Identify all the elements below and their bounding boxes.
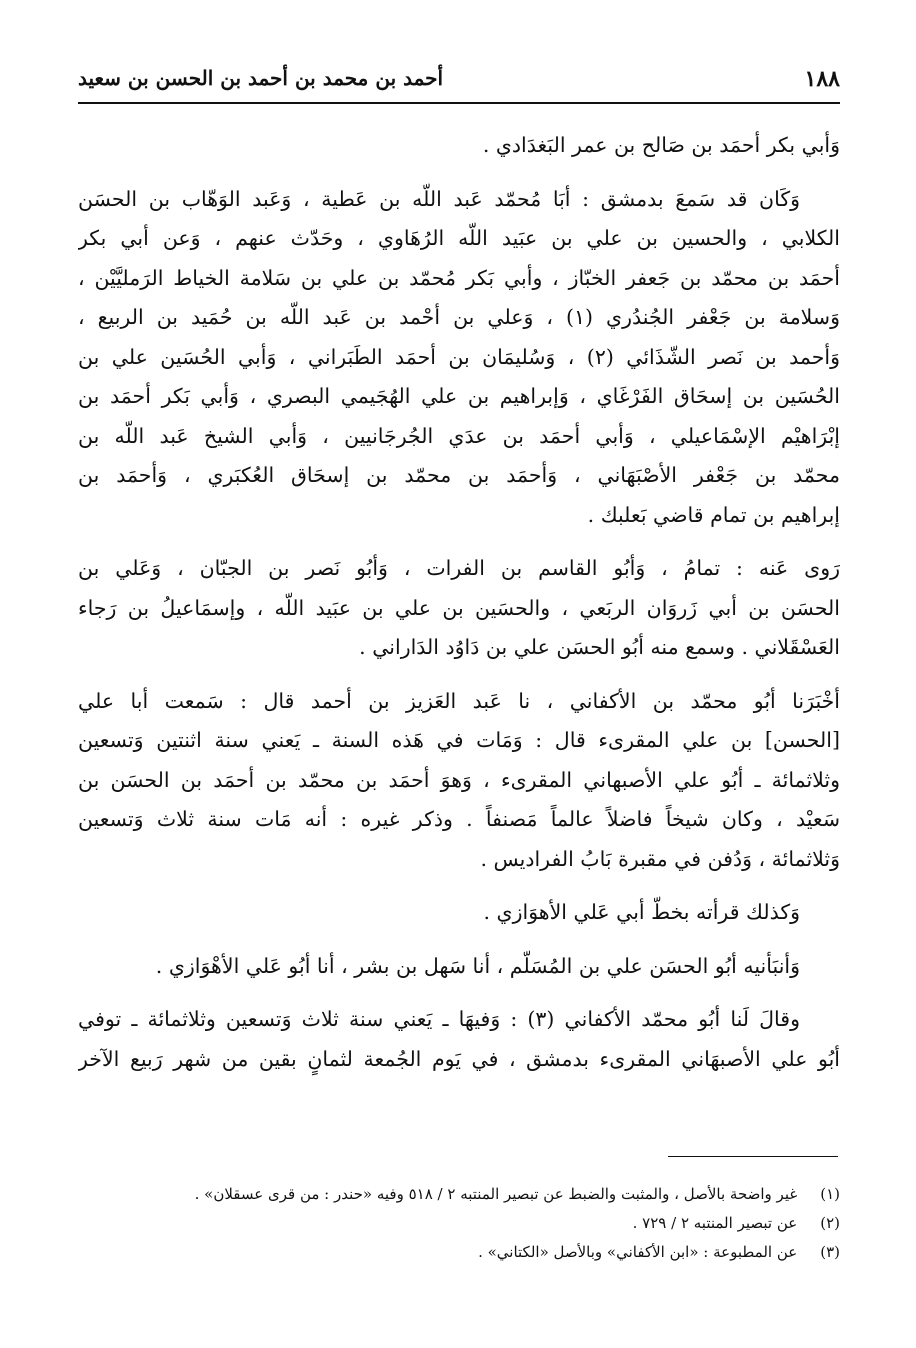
paragraph	[78, 1000, 840, 1079]
text-line: أحمَد بن محمّد بن جَعفر الخبّاز ، وأبي بَكر مُحمّد بن علي بن سَلامة الخياط الرَمليَّيْن ،	[78, 265, 840, 290]
footnote	[78, 1180, 840, 1209]
paragraph	[78, 947, 840, 987]
text-line: وَسلامة بن جَعْفر الجُندُري (١) ، وَعلي بن أحْمد بن عَبد اللّه بن حُمَيد بن الربيع ،	[78, 305, 840, 329]
paragraph	[78, 549, 840, 668]
text-line: سَعيْد ، وكان شيخاً فاضلاً عالماً مَصنفاً . وذكر غيره : أنه مَات سنة ثلاث وَتسعين	[78, 807, 840, 831]
footnote-number: (٣)	[820, 1243, 840, 1261]
footnote-separator	[668, 1156, 838, 1157]
text-line: أخْبَرَنا أبُو محمّد بن الأكفاني ، نا عَبد العَزيز بن أحمد قال : سَمعت أبا علي	[78, 688, 840, 713]
paragraph	[78, 682, 840, 880]
text-line: [الحسن] بن علي المقرىء قال : وَمَات في هَذه السنة ـ يَعني سنة اثنتين وَتسعين	[78, 728, 840, 752]
text-line: وَأبي بكر أحمَد بن صَالح بن عمر البَغدَادي .	[482, 133, 840, 157]
footnotes	[78, 1180, 840, 1267]
page-header	[78, 62, 840, 104]
paragraph	[78, 126, 840, 166]
footnote-text: غير واضحة بالأصل ، والمثبت والضبط عن تبصير المنتبه ٢ / ٥١٨ وفيه «حندر : من قرى عسقلان» .	[194, 1185, 798, 1203]
text-line: وَثلاثمائة ، وَدُفن في مقبرة بَابُ الفراديس .	[480, 846, 840, 871]
running-head: أحمد بن محمد بن أحمد بن الحسن بن سعيد	[78, 66, 444, 90]
text-line: وَأحمد بن نَصر الشّذَائي (٢) ، وَسُليمَان بن أحمَد الطَبَراني ، وَأبي الحُسَين علي بن	[78, 344, 840, 369]
text-line: رَوى عَنه : تمامُ ، وَأبُو القاسم بن الفرات ، وَأبُو نَصر بن الجبّان ، وَعَلي بن	[78, 556, 840, 580]
footnote-number: (٢)	[820, 1214, 840, 1232]
page-number: ١٨٨	[804, 66, 840, 92]
text-line: الحُسَين بن إسحَاق الفَرْغَاي ، وَإبراهيم بن علي الهُجَيمي البصري ، وَأبي بَكر أحمَد بن	[78, 384, 840, 408]
text-line: العَسْقَلاني . وسمع منه أبُو الحسَن علي بن دَاوُد الدَاراني .	[359, 635, 840, 659]
text-line: وَكَان قد سَمعَ بدمشق : أبَا مُحمّد عَبد اللّه بن عَطية ، وَعَبد الوَهّاب بن الحسَن	[78, 186, 800, 211]
footnote-text: عن المطبوعة : «ابن الأكفاني» وبالأصل «الكتاني» .	[478, 1243, 798, 1261]
footnote	[78, 1238, 840, 1267]
text-line: وَأنبَأنيه أبُو الحسَن علي بن المُسَلّم ، أنا سَهل بن بشر ، أنا أبُو عَلي الأهْوَازي .	[155, 953, 800, 978]
text-line: إبراهيم بن تمام قاضي بَعلبك .	[587, 502, 840, 527]
text-line: وَكذلك قرأته بخطّ أبي عَلي الأهوَازي .	[483, 900, 800, 924]
text-line: الحسَن بن أبي زَروَان الربَعي ، والحسَين بن علي بن عبَيد اللّه ، وإسمَاعيلُ بن رَجاء	[78, 595, 840, 620]
paragraph	[78, 180, 840, 536]
footnote	[78, 1209, 840, 1238]
text-line: وقالَ لَنا أبُو محمّد الأكفاني (٣) : وَفيهَا ـ يَعني سنة ثلاث وَتسعين وثلاثمائة ـ توفي	[78, 1007, 800, 1031]
text-line: الكلابي ، والحسين بن علي بن عبَيد اللّه الرُهَاوي ، وحَدّث عنهم ، وَعن أبي بكر	[78, 226, 840, 250]
main-text	[78, 126, 840, 1093]
text-line: إبْرَاهيْم الإسْمَاعيلي ، وَأبي أحمَد بن عدَي الجُرجَانيين ، وَأبي الشيخ عَبد اللّه بن	[78, 423, 840, 448]
footnote-number: (١)	[820, 1185, 840, 1203]
text-line: أبُو علي الأصبهَاني المقرىء بدمشق ، في يَوم الجُمعة لثمانٍ بقين من شهر رَبيع الآخر	[78, 1046, 840, 1071]
text-line: محمّد بن جَعْفر الأصْبَهَاني ، وَأحمَد بن محمّد بن إسحَاق العُكبَري ، وَأحمَد بن	[78, 463, 840, 487]
footnote-text: عن تبصير المنتبه ٢ / ٧٢٩ .	[632, 1214, 798, 1232]
paragraph	[78, 893, 840, 933]
text-line: وثلاثمائة ـ أبُو علي الأصبهاني المقرىء ، وَهوَ أحمَد بن محمّد بن أحمَد بن الحسَن بن	[78, 767, 840, 792]
